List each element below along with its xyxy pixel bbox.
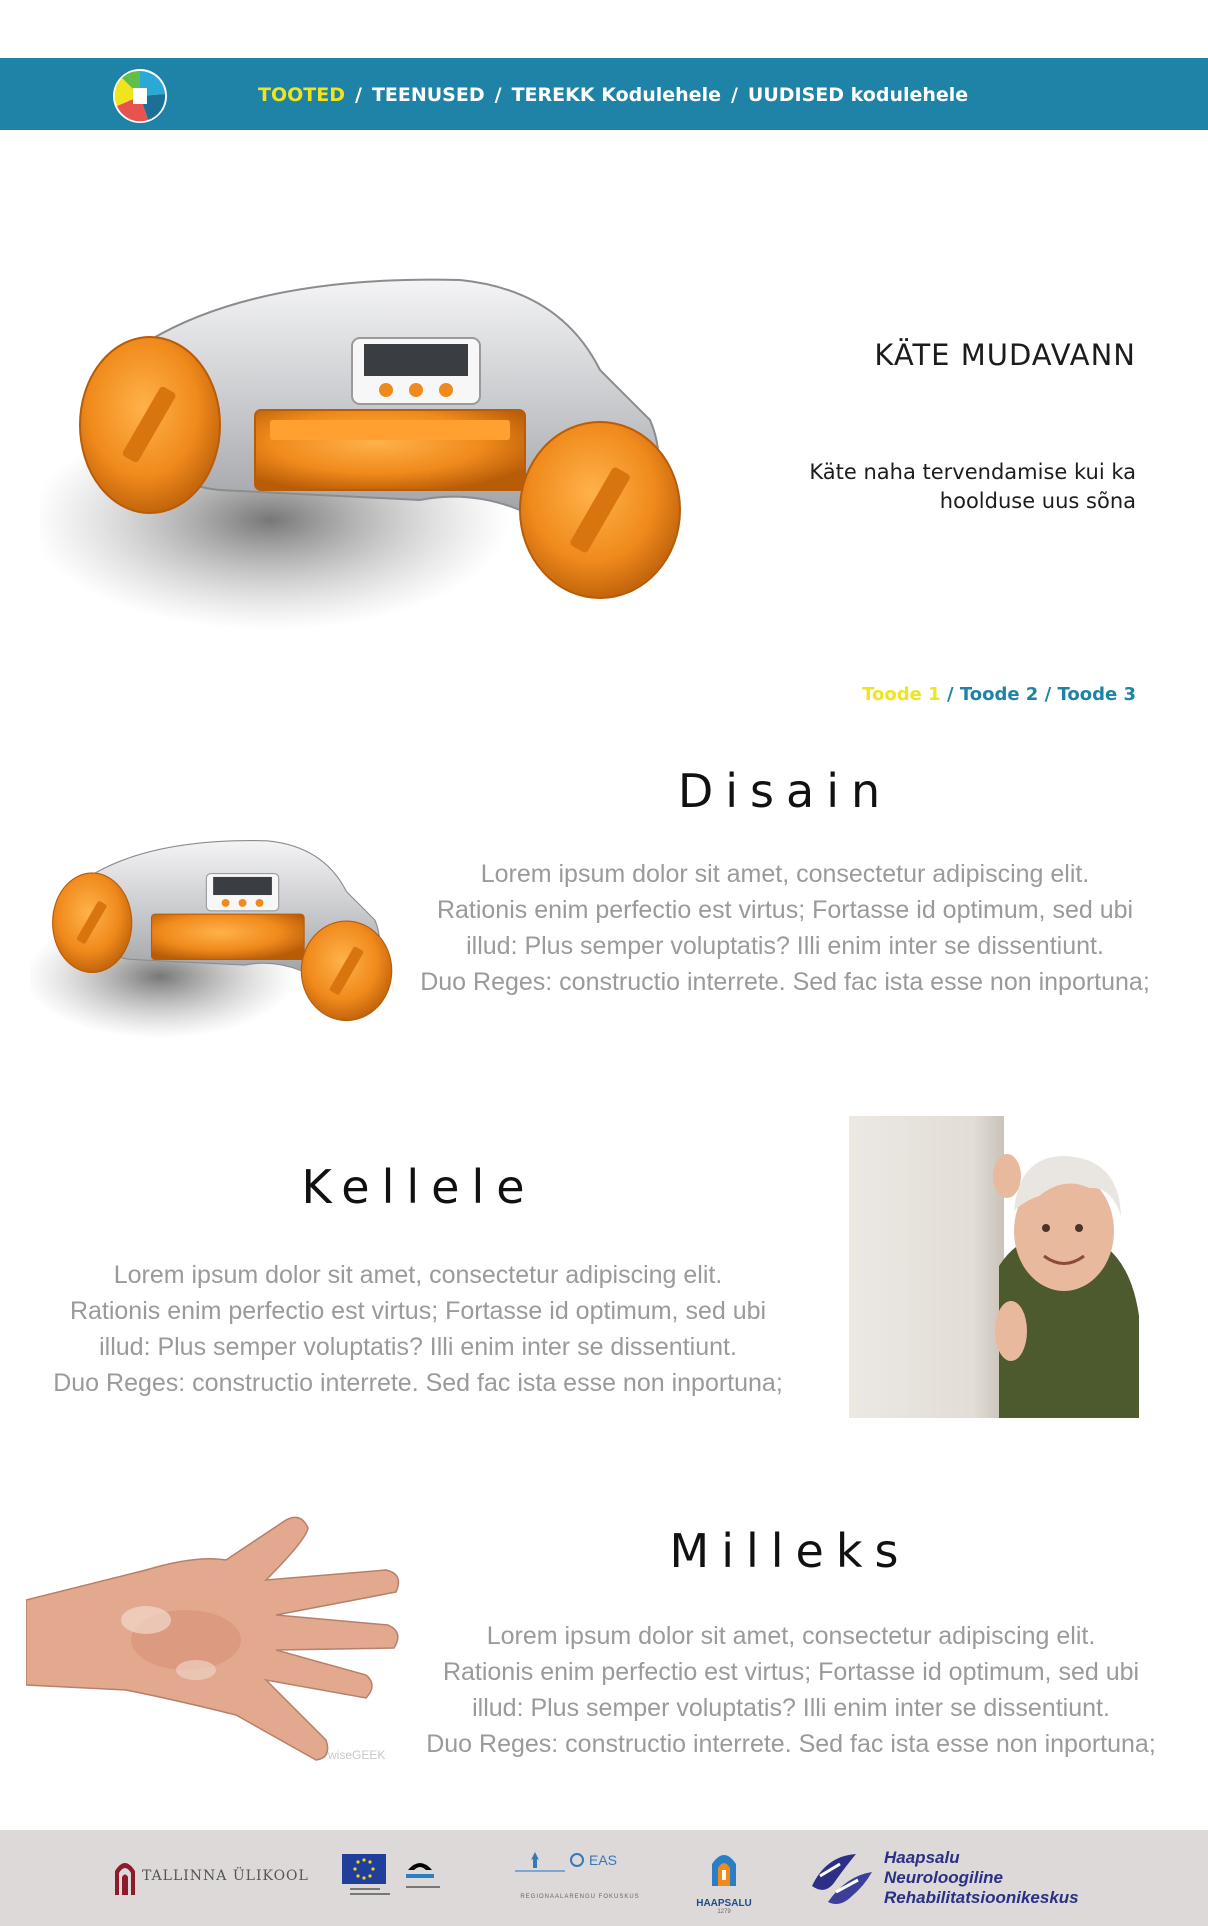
milleks-text-line: Lorem ipsum dolor sit amet, consectetur adipiscing elit. bbox=[486, 1622, 1096, 1650]
eu-estonia-logo[interactable] bbox=[340, 1852, 450, 1904]
product-nav-separator: / bbox=[946, 684, 954, 705]
product-description bbox=[716, 458, 1136, 516]
nav-separator: / bbox=[494, 84, 502, 106]
disain-text-line: Rationis enim perfectio est virtus; Fortasse id optimum, sed ubi bbox=[436, 896, 1134, 924]
kellele-text-line: illud: Plus semper voluptatis? Illi enim inter se dissentiunt. bbox=[99, 1333, 737, 1361]
disain-text-line: illud: Plus semper voluptatis? Illi enim inter se dissentiunt. bbox=[466, 932, 1104, 960]
eas-label: EAS bbox=[589, 1852, 618, 1868]
kellele-text-line: Lorem ipsum dolor sit amet, consectetur adipiscing elit. bbox=[113, 1261, 723, 1289]
nav-item-terekk[interactable]: TEREKK Kodulehele bbox=[511, 84, 721, 106]
nav-item-uudised[interactable]: UUDISED kodulehele bbox=[747, 84, 969, 106]
nav-item-tooted[interactable]: TOOTED bbox=[258, 84, 345, 106]
milleks-text-line: Rationis enim perfectio est virtus; Fortasse id optimum, sed ubi bbox=[442, 1658, 1140, 1686]
tlu-arch-icon bbox=[112, 1857, 138, 1895]
hnr-line: Neuroloogiline bbox=[884, 1868, 1003, 1887]
hnr-line: Haapsalu bbox=[884, 1848, 960, 1867]
product-title: KÄTE MUDAVANN bbox=[874, 338, 1136, 372]
kellele-text-line: Rationis enim perfectio est virtus; Fortasse id optimum, sed ubi bbox=[69, 1297, 767, 1325]
product-nav-toode-2[interactable]: Toode 2 bbox=[959, 684, 1039, 705]
haapsalu-label: HAAPSALU bbox=[696, 1898, 752, 1909]
nav-item-teenused[interactable]: TEENUSED bbox=[371, 84, 485, 106]
milleks-text-line: illud: Plus semper voluptatis? Illi enim inter se dissentiunt. bbox=[472, 1694, 1110, 1722]
rdc-label: REGIONAALARENGU FOKUSKUS bbox=[520, 1894, 640, 1900]
disain-text-line: Duo Reges: constructio interrete. Sed fac ista esse non inportuna; bbox=[420, 968, 1150, 996]
disain-title: Disain bbox=[677, 764, 893, 818]
kellele-text bbox=[48, 1257, 788, 1401]
haapsalu-year: 1279 bbox=[717, 1909, 731, 1915]
hnr-hands-icon bbox=[806, 1846, 878, 1910]
milleks-text-line: Duo Reges: constructio interrete. Sed fac ista esse non inportuna; bbox=[426, 1730, 1156, 1758]
product-nav bbox=[862, 684, 1136, 705]
image-watermark: wiseGEEK bbox=[328, 1748, 386, 1762]
main-nav bbox=[258, 82, 968, 108]
tlu-logo[interactable] bbox=[112, 1856, 309, 1896]
product-nav-toode-3[interactable]: Toode 3 bbox=[1057, 684, 1136, 705]
eas-logo[interactable] bbox=[505, 1848, 655, 1908]
disain-product-image bbox=[30, 835, 420, 1050]
nav-separator: / bbox=[354, 84, 362, 106]
hnr-line: Rehabilitatsioonikeskus bbox=[884, 1888, 1079, 1907]
elderly-woman-image bbox=[849, 1116, 1144, 1418]
milleks-text bbox=[421, 1618, 1161, 1762]
product-nav-separator: / bbox=[1044, 684, 1052, 705]
site-logo[interactable] bbox=[112, 68, 168, 124]
tlu-label: TALLINNA ÜLIKOOL bbox=[142, 1868, 309, 1884]
product-description-line: hoolduse uus sõna bbox=[939, 489, 1136, 513]
disain-text-line: Lorem ipsum dolor sit amet, consectetur adipiscing elit. bbox=[480, 860, 1090, 888]
kellele-title: Kellele bbox=[301, 1160, 537, 1214]
kellele-text-line: Duo Reges: constructio interrete. Sed fac ista esse non inportuna; bbox=[53, 1369, 783, 1397]
disain-text bbox=[415, 856, 1155, 1000]
milleks-title: Milleks bbox=[669, 1524, 911, 1578]
product-description-line: Käte naha tervendamise kui ka bbox=[809, 460, 1136, 484]
hand-image bbox=[26, 1500, 406, 1770]
hero-product-image bbox=[40, 270, 730, 650]
hnr-logo-text[interactable] bbox=[884, 1848, 1079, 1908]
product-nav-toode-1[interactable]: Toode 1 bbox=[862, 684, 941, 705]
haapsalu-logo[interactable] bbox=[692, 1846, 756, 1915]
nav-separator: / bbox=[730, 84, 738, 106]
